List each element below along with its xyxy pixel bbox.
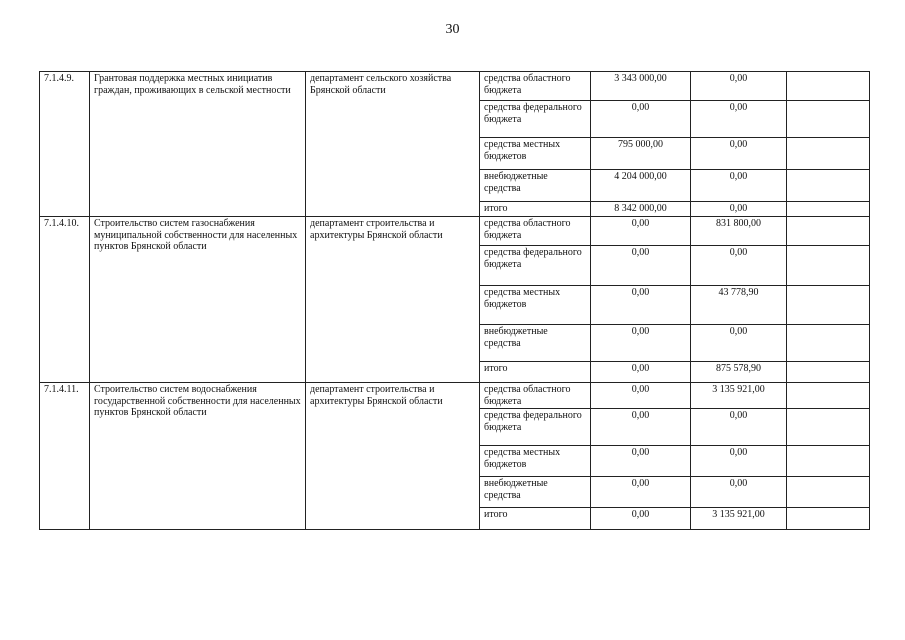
amount-value-2: 3 135 921,00 (691, 383, 787, 409)
funding-source: средства федерального бюджета (480, 101, 591, 138)
amount-value-2: 0,00 (691, 101, 787, 138)
amount-value-1: 0,00 (591, 101, 691, 138)
amount-value-1: 0,00 (591, 325, 691, 362)
funding-source: средства областного бюджета (480, 72, 591, 101)
empty-cell (787, 383, 870, 409)
amount-value-2: 0,00 (691, 477, 787, 508)
funding-source: итого (480, 362, 591, 383)
amount-value-2: 875 578,90 (691, 362, 787, 383)
funding-source: средства федерального бюджета (480, 246, 591, 286)
empty-cell (787, 325, 870, 362)
item-name: Грантовая поддержка местных инициатив граждан, проживающих в сельской местности (90, 72, 306, 217)
empty-cell (787, 409, 870, 446)
amount-value-2: 43 778,90 (691, 286, 787, 325)
empty-cell (787, 138, 870, 170)
funding-source: средства местных бюджетов (480, 446, 591, 477)
empty-cell (787, 72, 870, 101)
page-number: 30 (445, 22, 460, 37)
funding-source: средства областного бюджета (480, 383, 591, 409)
empty-cell (787, 362, 870, 383)
amount-value-1: 0,00 (591, 246, 691, 286)
empty-cell (787, 101, 870, 138)
amount-value-2: 0,00 (691, 446, 787, 477)
empty-cell (787, 286, 870, 325)
item-name: Строительство систем газоснабжения муниципальной собственности для населенных пунктов Брянской области (90, 217, 306, 383)
item-code: 7.1.4.9. (40, 72, 90, 217)
amount-value-1: 4 204 000,00 (591, 170, 691, 202)
amount-value-1: 8 342 000,00 (591, 202, 691, 217)
empty-cell (787, 477, 870, 508)
funding-source: итого (480, 202, 591, 217)
item-executor: департамент строительства и архитектуры Брянской области (306, 383, 480, 530)
empty-cell (787, 508, 870, 530)
item-executor: департамент строительства и архитектуры Брянской области (306, 217, 480, 383)
funding-source: внебюджетные средства (480, 170, 591, 202)
amount-value-2: 0,00 (691, 246, 787, 286)
item-code: 7.1.4.10. (40, 217, 90, 383)
amount-value-2: 0,00 (691, 170, 787, 202)
amount-value-2: 0,00 (691, 202, 787, 217)
table-row (40, 383, 870, 409)
amount-value-1: 0,00 (591, 362, 691, 383)
table-row (40, 72, 870, 101)
amount-value-1: 0,00 (591, 446, 691, 477)
amount-value-1: 0,00 (591, 383, 691, 409)
amount-value-2: 0,00 (691, 409, 787, 446)
empty-cell (787, 170, 870, 202)
empty-cell (787, 246, 870, 286)
amount-value-2: 0,00 (691, 325, 787, 362)
table-body (40, 72, 870, 530)
funding-source: средства местных бюджетов (480, 138, 591, 170)
amount-value-2: 3 135 921,00 (691, 508, 787, 530)
empty-cell (787, 446, 870, 477)
budget-table (39, 71, 870, 530)
funding-source: средства федерального бюджета (480, 409, 591, 446)
amount-value-1: 3 343 000,00 (591, 72, 691, 101)
item-executor: департамент сельского хозяйства Брянской области (306, 72, 480, 217)
amount-value-1: 0,00 (591, 217, 691, 246)
funding-source: итого (480, 508, 591, 530)
funding-source: внебюджетные средства (480, 477, 591, 508)
table-row (40, 217, 870, 246)
funding-source: средства областного бюджета (480, 217, 591, 246)
empty-cell (787, 202, 870, 217)
item-name: Строительство систем водоснабжения государственной собственности для населенных пунктов Брянской области (90, 383, 306, 530)
amount-value-2: 831 800,00 (691, 217, 787, 246)
funding-source: средства местных бюджетов (480, 286, 591, 325)
amount-value-1: 0,00 (591, 508, 691, 530)
funding-source: внебюджетные средства (480, 325, 591, 362)
amount-value-1: 0,00 (591, 477, 691, 508)
empty-cell (787, 217, 870, 246)
amount-value-2: 0,00 (691, 138, 787, 170)
amount-value-1: 795 000,00 (591, 138, 691, 170)
amount-value-1: 0,00 (591, 286, 691, 325)
item-code: 7.1.4.11. (40, 383, 90, 530)
amount-value-2: 0,00 (691, 72, 787, 101)
amount-value-1: 0,00 (591, 409, 691, 446)
